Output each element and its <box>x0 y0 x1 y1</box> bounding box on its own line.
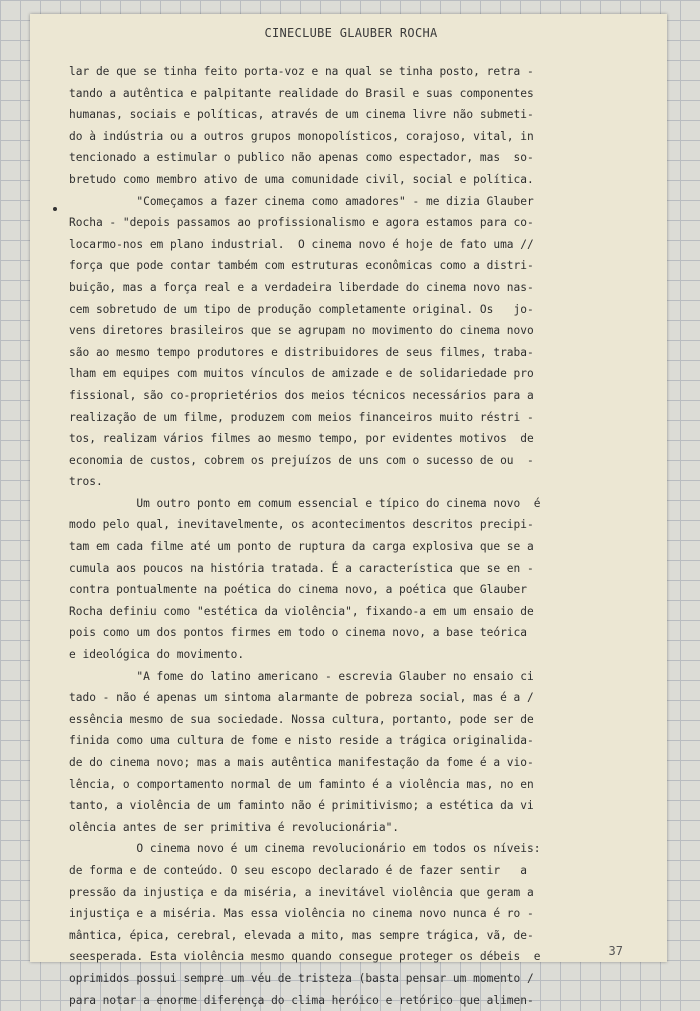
text-line: fissional, são co-proprietérios dos meios técnicos necessários para a <box>69 388 534 402</box>
text-line: humanas, sociais e políticas, através de um cinema livre não submeti- <box>69 108 534 122</box>
text-line: tado - não é apenas um sintoma alarmante de pobreza social, mas é a / <box>69 691 534 705</box>
text-line: tros. <box>69 475 103 489</box>
text-line: injustiça e a miséria. Mas essa violência no cinema novo nunca é ro - <box>69 907 534 921</box>
text-line: e ideológica do movimento. <box>69 648 245 662</box>
text-line: Rocha - "depois passamos ao profissionalismo e agora estamos para co- <box>69 216 534 230</box>
text-line: buição, mas a força real e a verdadeira liberdade do cinema novo nas- <box>69 280 534 294</box>
text-line: Um outro ponto em comum essencial e típico do cinema novo é <box>69 496 541 510</box>
text-line: de do cinema novo; mas a mais autêntica manifestação da fome é a vio- <box>69 756 534 769</box>
text-line: realização de um filme, produzem com meios financeiros muito réstri - <box>69 410 534 424</box>
text-line: do à indústria ou a outros grupos monopolísticos, corajoso, vital, in <box>69 129 534 143</box>
text-line: tam em cada filme até um ponto de ruptura da carga explosiva que se a <box>69 540 534 554</box>
text-line: O cinema novo é um cinema revolucionário em todos os níveis: <box>69 842 541 856</box>
text-line: tando a autêntica e palpitante realidade do Brasil e suas componentes <box>69 86 534 100</box>
text-line: tos, realizam vários filmes ao mesmo tempo, por evidentes motivos de <box>69 432 534 446</box>
text-line: são ao mesmo tempo produtores e distribuidores de seus filmes, traba- <box>69 345 534 359</box>
text-line: modo pelo qual, inevitavelmente, os acontecimentos descritos precipi- <box>69 518 534 532</box>
text-line: bretudo como membro ativo de uma comunidade civil, social e política. <box>69 172 534 186</box>
text-line: lar de que se tinha feito porta-voz e na qual se tinha posto, retra - <box>69 65 534 78</box>
text-line: essência mesmo de sua sociedade. Nossa cultura, portanto, pode ser de <box>69 712 534 726</box>
text-line: vens diretores brasileiros que se agrupam no movimento do cinema novo <box>69 324 534 338</box>
text-line: força que pode contar também com estruturas econômicas como a distri- <box>69 259 534 273</box>
text-line: seesperada. Esta violência mesmo quando consegue proteger os débeis e <box>69 950 541 964</box>
text-line: para notar a enorme diferença do clima heróico e retórico que alimen- <box>69 993 534 1007</box>
text-line: de forma e de conteúdo. O seu escopo declarado é de fazer sentir a <box>69 863 528 877</box>
text-line: cumula aos poucos na história tratada. É a característica que se en - <box>69 561 534 575</box>
punch-mark <box>53 207 57 211</box>
text-line: economia de custos, cobrem os prejuízos de uns com o sucesso de ou - <box>69 453 534 467</box>
text-line: olência antes de ser primitiva é revolucionária". <box>69 820 400 834</box>
text-line: pois como um dos pontos firmes em todo o cinema novo, a base teórica <box>69 626 528 640</box>
text-line: "A fome do latino americano - escrevia Glauber no ensaio ci <box>69 669 534 683</box>
text-line: lham em equipes com muitos vínculos de amizade e de solidariedade pro <box>69 367 534 381</box>
text-line: Rocha definiu como "estética da violência", fixando-a em um ensaio de <box>69 604 534 618</box>
text-line: lência, o comportamento normal de um faminto é a violência mas, no en <box>69 777 534 791</box>
text-line: oprimidos possui sempre um véu de tristeza (basta pensar um momento / <box>69 971 534 985</box>
page-header: CINECLUBE GLAUBER ROCHA <box>264 26 438 40</box>
text-line: cem sobretudo de um tipo de produção completamente original. Os jo- <box>69 302 534 316</box>
text-line: mântica, épica, cerebral, elevada a mito, mas sempre trágica, vã, de- <box>69 928 534 942</box>
text-line: contra pontualmente na poética do cinema novo, a poética que Glauber <box>69 583 528 597</box>
text-line: "Começamos a fazer cinema como amadores" - me dizia Glauber <box>69 194 534 208</box>
text-line: locarmo-nos em plano industrial. O cinema novo é hoje de fato uma // <box>69 237 534 251</box>
document-page <box>30 14 667 1007</box>
body-text <box>69 61 633 1011</box>
text-line: pressão da injustiça e da miséria, a inevitável violência que geram a <box>69 885 534 899</box>
text-line: finida como uma cultura de fome e nisto reside a trágica originalida- <box>69 734 534 748</box>
text-line: tanto, a violência de um faminto não é primitivismo; a estética da vi <box>69 799 534 813</box>
page-number: 37 <box>608 944 623 958</box>
text-line: tencionado a estimular o publico não apenas como espectador, mas so- <box>69 151 534 165</box>
